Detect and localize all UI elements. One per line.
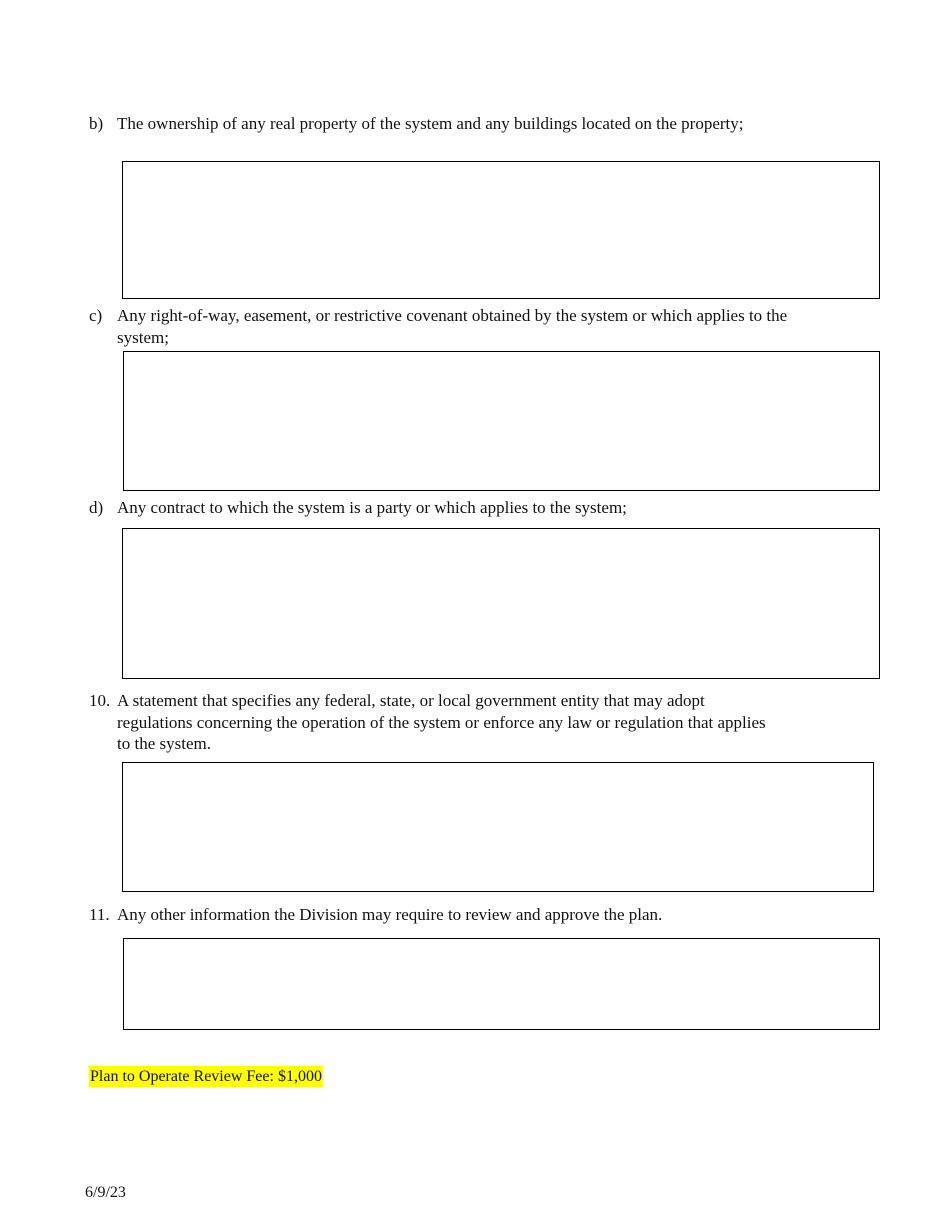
item-marker: 10. <box>89 691 111 710</box>
answer-box-c[interactable] <box>123 351 880 491</box>
item-text: Any other information the Division may require to review and approve the plan. <box>117 905 663 924</box>
item-text: Any contract to which the system is a party or which applies to the system; <box>117 498 627 517</box>
item-text: The ownership of any real property of the system and any buildings located on the property; <box>117 114 744 133</box>
item-marker: 11. <box>89 905 110 924</box>
item-10 <box>89 690 779 755</box>
item-marker: c) <box>89 306 103 325</box>
item-c <box>89 305 789 348</box>
item-11 <box>89 904 849 926</box>
fee-note: Plan to Operate Review Fee: $1,000 <box>90 1068 322 1085</box>
answer-box-10[interactable] <box>122 762 874 892</box>
item-text: Any right-of-way, easement, or restrictive covenant obtained by the system or which applies to the system; <box>117 306 788 347</box>
item-b <box>89 113 789 135</box>
item-marker: d) <box>89 498 104 517</box>
item-d <box>89 497 849 519</box>
item-text: A statement that specifies any federal, state, or local government entity that may adopt regulations concerning the operation of the system or enforce any law or regulation that applies to the system. <box>117 691 766 753</box>
answer-box-d[interactable] <box>122 528 880 679</box>
answer-box-11[interactable] <box>123 938 880 1030</box>
footer-date: 6/9/23 <box>85 1184 126 1201</box>
item-marker: b) <box>89 114 104 133</box>
answer-box-b[interactable] <box>122 161 880 299</box>
